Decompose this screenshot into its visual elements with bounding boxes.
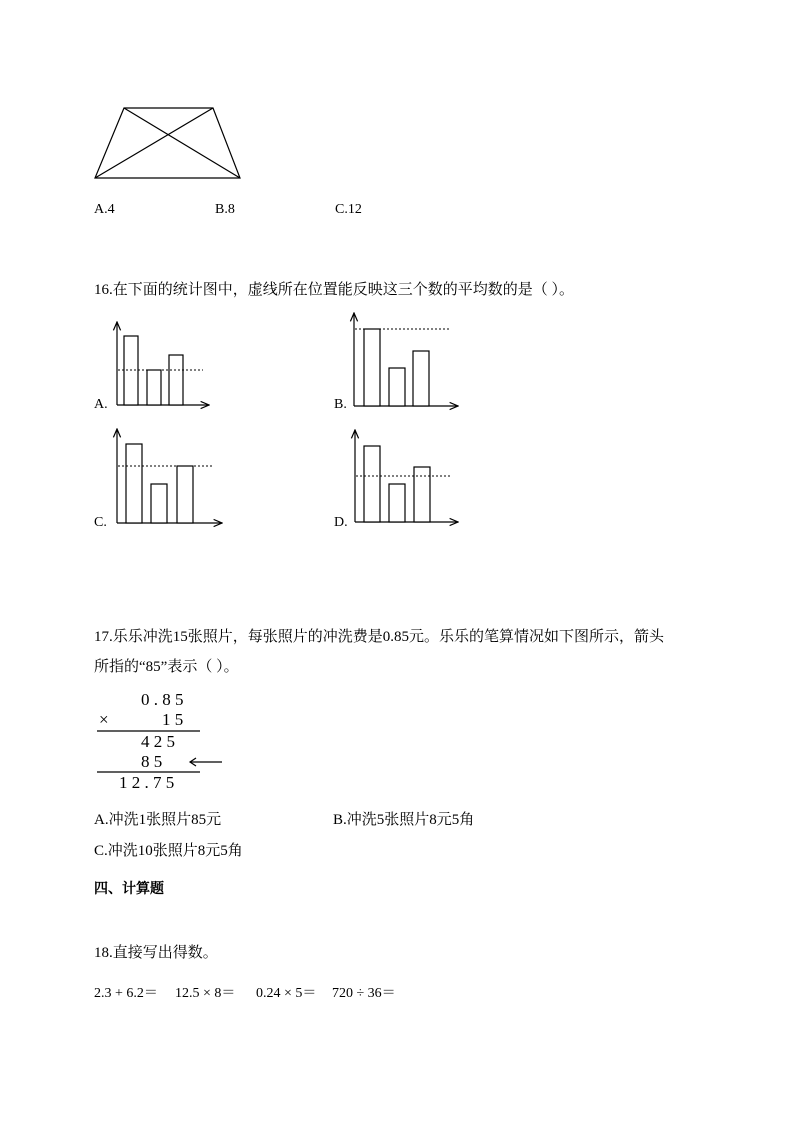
q15-option-a: A.4 xyxy=(94,202,115,217)
q18-expr-1: 2.3 + 6.2＝ xyxy=(94,986,158,1001)
q15-option-c: C.12 xyxy=(335,202,362,217)
q17-question-line1: 17.乐乐冲洗15张照片，每张照片的冲洗费是0.85元。乐乐的笔算情况如下图所示，箭头 xyxy=(94,629,665,645)
q18-expr-2: 12.5 × 8＝ xyxy=(175,986,236,1001)
calc-row-2: 1 5 xyxy=(162,710,184,729)
q17-option-b: B.冲洗5张照片8元5角 xyxy=(333,812,475,828)
q17-option-a: A.冲洗1张照片85元 xyxy=(94,812,222,828)
calc-times-sign: × xyxy=(99,710,109,729)
chart-c-label: C. xyxy=(94,515,107,530)
q15-option-b: B.8 xyxy=(215,202,235,217)
calc-row-3: 4 2 5 xyxy=(141,732,175,751)
q17-option-c: C.冲洗10张照片8元5角 xyxy=(94,843,243,859)
q18-expr-4: 720 ÷ 36＝ xyxy=(332,986,396,1001)
q17-question-line2: 所指的“85”表示（ ）。 xyxy=(94,659,239,675)
chart-a-label: A. xyxy=(94,397,108,412)
section-title: 四、计算题 xyxy=(94,881,164,897)
chart-d-label: D. xyxy=(334,515,348,530)
chart-b-label: B. xyxy=(334,397,347,412)
calc-row-1: 0 . 8 5 xyxy=(141,690,184,709)
q18-expr-3: 0.24 × 5＝ xyxy=(256,986,317,1001)
calc-row-4: 8 5 xyxy=(141,752,163,771)
calc-row-5: 1 2 . 7 5 xyxy=(119,773,175,792)
q16-question: 16.在下面的统计图中，虚线所在位置能反映这三个数的平均数的是（ ）。 xyxy=(94,282,575,298)
q18-question: 18.直接写出得数。 xyxy=(94,945,218,961)
